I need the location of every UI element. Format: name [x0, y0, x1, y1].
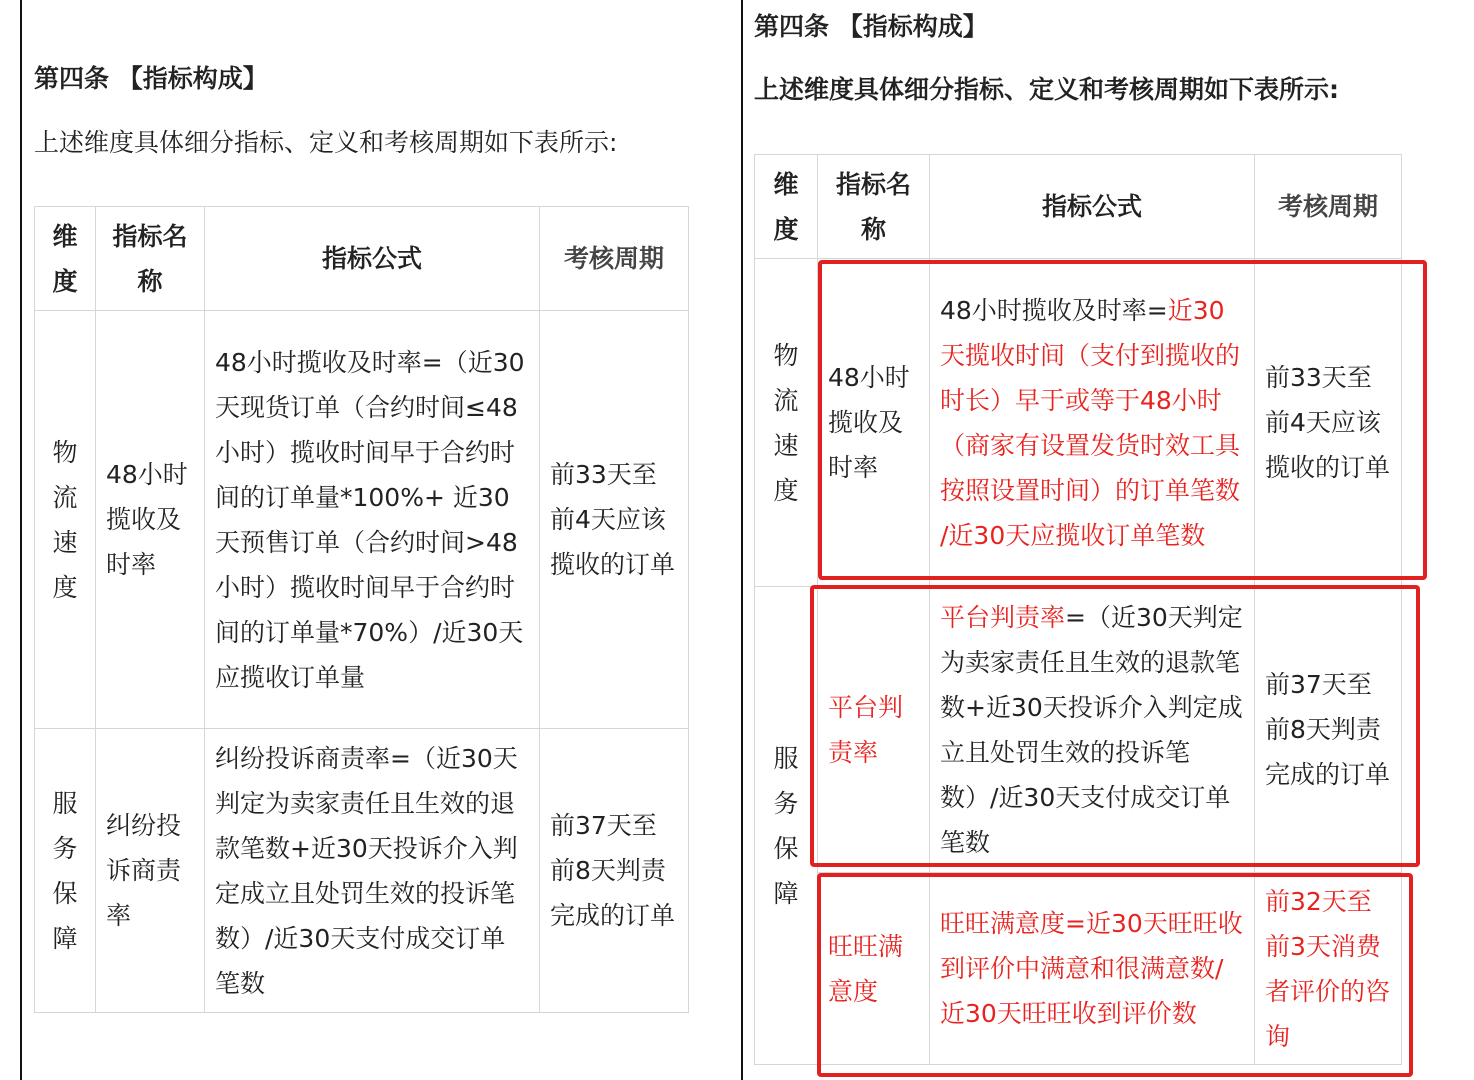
- period-cell: 前32天至前3天消费者评价的咨询: [1255, 873, 1402, 1065]
- panel-divider-line: [741, 0, 743, 1080]
- formula-black-text: 48小时揽收及时率=: [940, 295, 1168, 325]
- dimension-cell: 物流速度: [755, 259, 818, 587]
- dimension-cell: 服务保障: [35, 729, 96, 1013]
- metric-name-cell: 48小时揽收及时率: [96, 311, 205, 729]
- dimension-cell: 物流速度: [35, 311, 96, 729]
- highlight-box-logistics: [818, 260, 1427, 580]
- period-cell: 前37天至前8天判责完成的订单: [1255, 587, 1402, 873]
- highlight-box-platform-liability: [810, 585, 1420, 867]
- metric-name-cell: 纠纷投诉商责率: [96, 729, 205, 1013]
- table-header-row: [755, 155, 1402, 259]
- left-edge-line: [20, 0, 22, 1080]
- formula-cell: 旺旺满意度=近30天旺旺收到评价中满意和很满意数/近30天旺旺收到评价数: [930, 873, 1255, 1065]
- header-formula: 指标公式: [205, 207, 540, 311]
- formula-red-text: 平台判责率: [940, 602, 1066, 632]
- table-header-row: [35, 207, 689, 311]
- highlight-box-wangwang: [817, 873, 1413, 1077]
- left-article-heading: 第四条 【指标构成】: [34, 64, 268, 93]
- header-period: 考核周期: [1255, 155, 1402, 259]
- metric-name-cell: 旺旺满意度: [818, 873, 930, 1065]
- header-period: 考核周期: [540, 207, 689, 311]
- right-intro-text: 上述维度具体细分指标、定义和考核周期如下表所示:: [754, 75, 1339, 104]
- metric-name-cell: 平台判责率: [818, 587, 930, 873]
- header-dimension: 维度: [755, 155, 818, 259]
- formula-black-text: =（近30天判定为卖家责任且生效的退款笔数+近30天投诉介入判定成立且处罚生效的投诉笔数）/近30天支付成交订单笔数: [940, 602, 1243, 857]
- metric-name-cell: 48小时揽收及时率: [818, 259, 930, 587]
- dimension-cell: 服务保障: [755, 587, 818, 1065]
- formula-cell: 纠纷投诉商责率=（近30天判定为卖家责任且生效的退款笔数+近30天投诉介入判定成立且处罚生效的投诉笔数）/近30天支付成交订单笔数: [205, 729, 540, 1013]
- table-row: [35, 311, 689, 729]
- left-metrics-table: [34, 206, 689, 1013]
- formula-red-text: 近30天揽收时间（支付到揽收的时长）早于或等于48小时（商家有设置发货时效工具按照设置时间）的订单笔数 /近30天应揽收订单笔数: [940, 295, 1241, 550]
- right-article-heading: 第四条 【指标构成】: [754, 12, 988, 41]
- header-metric-name: 指标名称: [96, 207, 205, 311]
- header-metric-name: 指标名称: [818, 155, 930, 259]
- period-cell: 前33天至前4天应该揽收的订单: [540, 311, 689, 729]
- period-cell: 前37天至前8天判责完成的订单: [540, 729, 689, 1013]
- header-formula: 指标公式: [930, 155, 1255, 259]
- left-intro-text: 上述维度具体细分指标、定义和考核周期如下表所示:: [34, 128, 618, 157]
- header-dimension: 维度: [35, 207, 96, 311]
- period-cell: 前33天至前4天应该揽收的订单: [1255, 259, 1402, 587]
- formula-cell: 48小时揽收及时率=（近30天现货订单（合约时间≤48小时）揽收时间早于合约时间的订单量*100%+ 近30天预售订单（合约时间>48小时）揽收时间早于合约时间的订单量*70%）/近30天应揽收订单量: [205, 311, 540, 729]
- table-row: [35, 729, 689, 1013]
